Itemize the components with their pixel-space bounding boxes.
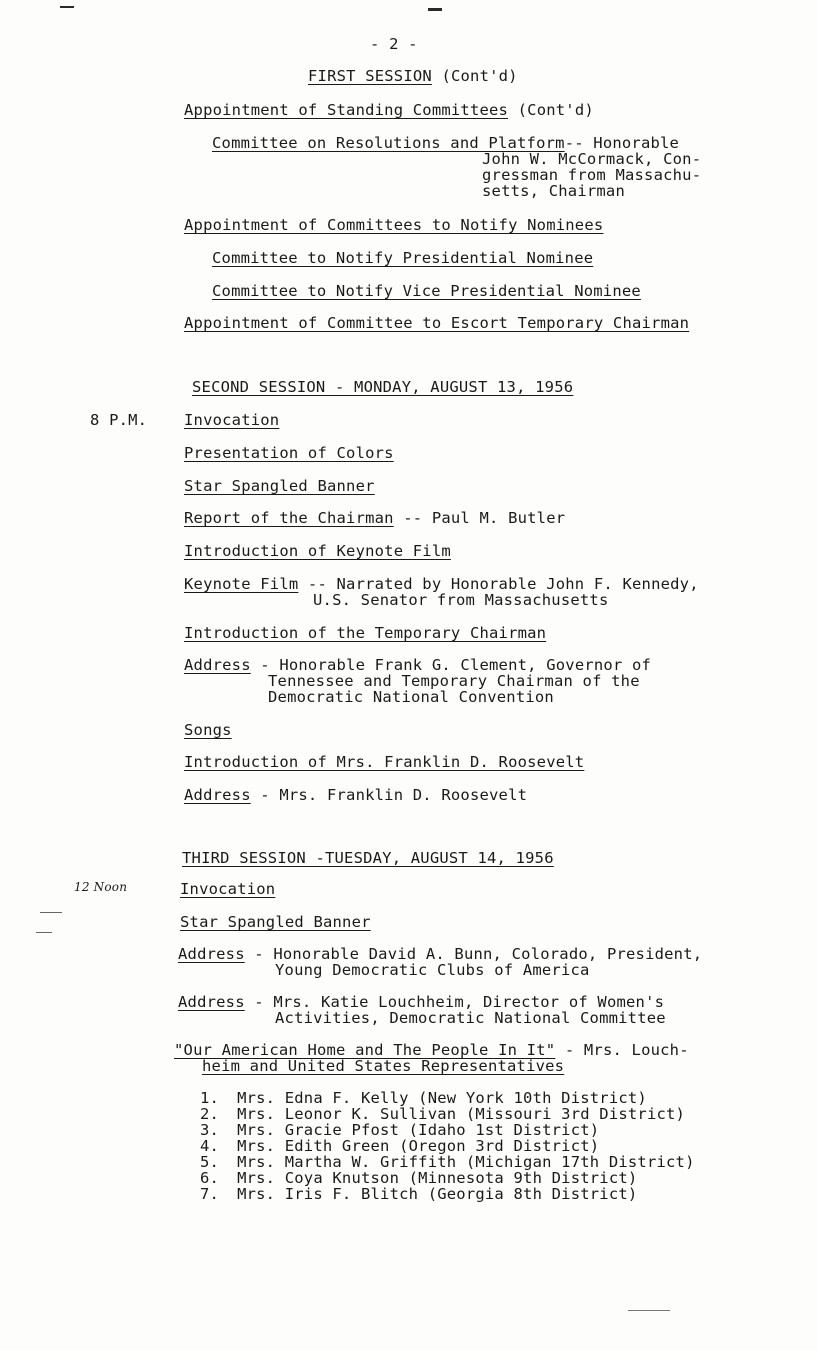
list-item-number: 7. <box>200 1185 220 1203</box>
second-invocation: Invocation <box>184 411 280 429</box>
list-item-number: 4. <box>200 1137 220 1155</box>
second-session-heading: SECOND SESSION - MONDAY, AUGUST 13, 1956 <box>192 378 574 396</box>
louchheim-address-label: Address <box>178 993 245 1011</box>
clement-address-line-2: Tennessee and Temporary Chairman of the <box>268 672 640 690</box>
bunn-address-line-2: Young Democratic Clubs of America <box>275 961 590 979</box>
list-item-number: 5. <box>200 1153 220 1171</box>
notify-presidential-item: Committee to Notify Presidential Nominee <box>212 249 594 267</box>
standing-committees-heading <box>184 102 594 118</box>
first-session-title: FIRST SESSION <box>308 67 432 85</box>
first-session-heading <box>308 68 518 84</box>
list-item-number: 1. <box>200 1089 220 1107</box>
roosevelt-address-label: Address <box>184 786 251 804</box>
scan-mark <box>428 8 442 11</box>
list-item <box>200 1122 599 1138</box>
resolutions-line-3: gressman from Massachu- <box>482 166 702 184</box>
list-item-text: Mrs. Edna F. Kelly (New York 10th District) <box>237 1089 647 1107</box>
resolutions-item <box>212 135 679 151</box>
third-invocation: Invocation <box>180 880 276 898</box>
clement-address <box>184 657 651 673</box>
scan-mark <box>40 912 62 913</box>
presentation-of-colors: Presentation of Colors <box>184 444 394 462</box>
list-item-text: Mrs. Gracie Pfost (Idaho 1st District) <box>237 1121 600 1139</box>
list-item-text: Mrs. Martha W. Griffith (Michigan 17th District) <box>237 1153 695 1171</box>
list-item-number: 6. <box>200 1169 220 1187</box>
escort-chairman-heading: Appointment of Committee to Escort Temporary Chairman <box>184 314 690 332</box>
scan-mark <box>36 932 52 933</box>
list-item-text: Mrs. Coya Knutson (Minnesota 9th District) <box>237 1169 638 1187</box>
resolutions-title: Committee on Resolutions and Platform <box>212 134 565 152</box>
roosevelt-intro: Introduction of Mrs. Franklin D. Roosevelt <box>184 753 585 771</box>
second-anthem: Star Spangled Banner <box>184 477 375 495</box>
resolutions-line-1: -- Honorable <box>564 134 680 152</box>
list-item-number: 2. <box>200 1105 220 1123</box>
clement-address-line-1: - Honorable Frank G. Clement, Governor of <box>250 656 652 674</box>
page-number: - 2 - <box>370 35 418 53</box>
keynote-film-line-1: -- Narrated by Honorable John F. Kennedy, <box>298 575 699 593</box>
songs: Songs <box>184 721 232 739</box>
keynote-film <box>184 576 699 592</box>
bunn-address <box>178 946 702 962</box>
standing-committees-suffix: (Cont'd) <box>508 101 594 119</box>
list-item <box>200 1106 685 1122</box>
third-session-time: 12 Noon <box>74 880 128 894</box>
list-item-text: Mrs. Iris F. Blitch (Georgia 8th District) <box>237 1185 638 1203</box>
standing-committees-title: Appointment of Standing Committees <box>184 101 509 119</box>
resolutions-line-4: setts, Chairman <box>482 182 625 200</box>
third-session-heading: THIRD SESSION -TUESDAY, AUGUST 14, 1956 <box>182 849 554 867</box>
american-home-title: "Our American Home and The People In It" <box>174 1041 556 1059</box>
scan-mark <box>628 1310 670 1311</box>
list-item <box>200 1138 599 1154</box>
chairman-report-speaker: -- Paul M. Butler <box>393 509 566 527</box>
second-session-time: 8 P.M. <box>90 411 148 429</box>
keynote-film-line-2: U.S. Senator from Massachusetts <box>313 591 609 609</box>
list-item <box>200 1154 695 1170</box>
bunn-address-line-1: - Honorable David A. Bunn, Colorado, President, <box>244 945 703 963</box>
roosevelt-address-speaker: - Mrs. Franklin D. Roosevelt <box>250 786 528 804</box>
list-item-text: Mrs. Leonor K. Sullivan (Missouri 3rd District) <box>237 1105 686 1123</box>
american-home-item <box>174 1042 689 1058</box>
list-item <box>200 1170 637 1186</box>
list-item <box>200 1186 637 1202</box>
american-home-speaker: - Mrs. Louch- <box>555 1041 689 1059</box>
list-item <box>200 1090 647 1106</box>
louchheim-address <box>178 994 664 1010</box>
first-session-suffix: (Cont'd) <box>431 67 518 85</box>
list-item-number: 3. <box>200 1121 220 1139</box>
clement-address-label: Address <box>184 656 251 674</box>
bunn-address-label: Address <box>178 945 245 963</box>
notify-nominees-heading: Appointment of Committees to Notify Nominees <box>184 216 604 234</box>
roosevelt-address <box>184 787 527 803</box>
clement-address-line-3: Democratic National Convention <box>268 688 554 706</box>
chairman-report <box>184 510 565 526</box>
louchheim-address-line-1: - Mrs. Katie Louchheim, Director of Women's <box>244 993 665 1011</box>
resolutions-line-2: John W. McCormack, Con- <box>482 150 702 168</box>
scan-mark <box>60 6 74 8</box>
list-item-text: Mrs. Edith Green (Oregon 3rd District) <box>237 1137 600 1155</box>
third-anthem: Star Spangled Banner <box>180 913 371 931</box>
chairman-report-title: Report of the Chairman <box>184 509 394 527</box>
notify-vice-presidential-item: Committee to Notify Vice Presidential Nominee <box>212 282 641 300</box>
american-home-line-2: heim and United States Representatives <box>202 1057 565 1075</box>
keynote-film-title: Keynote Film <box>184 575 299 593</box>
temp-chairman-intro: Introduction of the Temporary Chairman <box>184 624 547 642</box>
louchheim-address-line-2: Activities, Democratic National Committee <box>275 1009 666 1027</box>
keynote-film-intro: Introduction of Keynote Film <box>184 542 451 560</box>
